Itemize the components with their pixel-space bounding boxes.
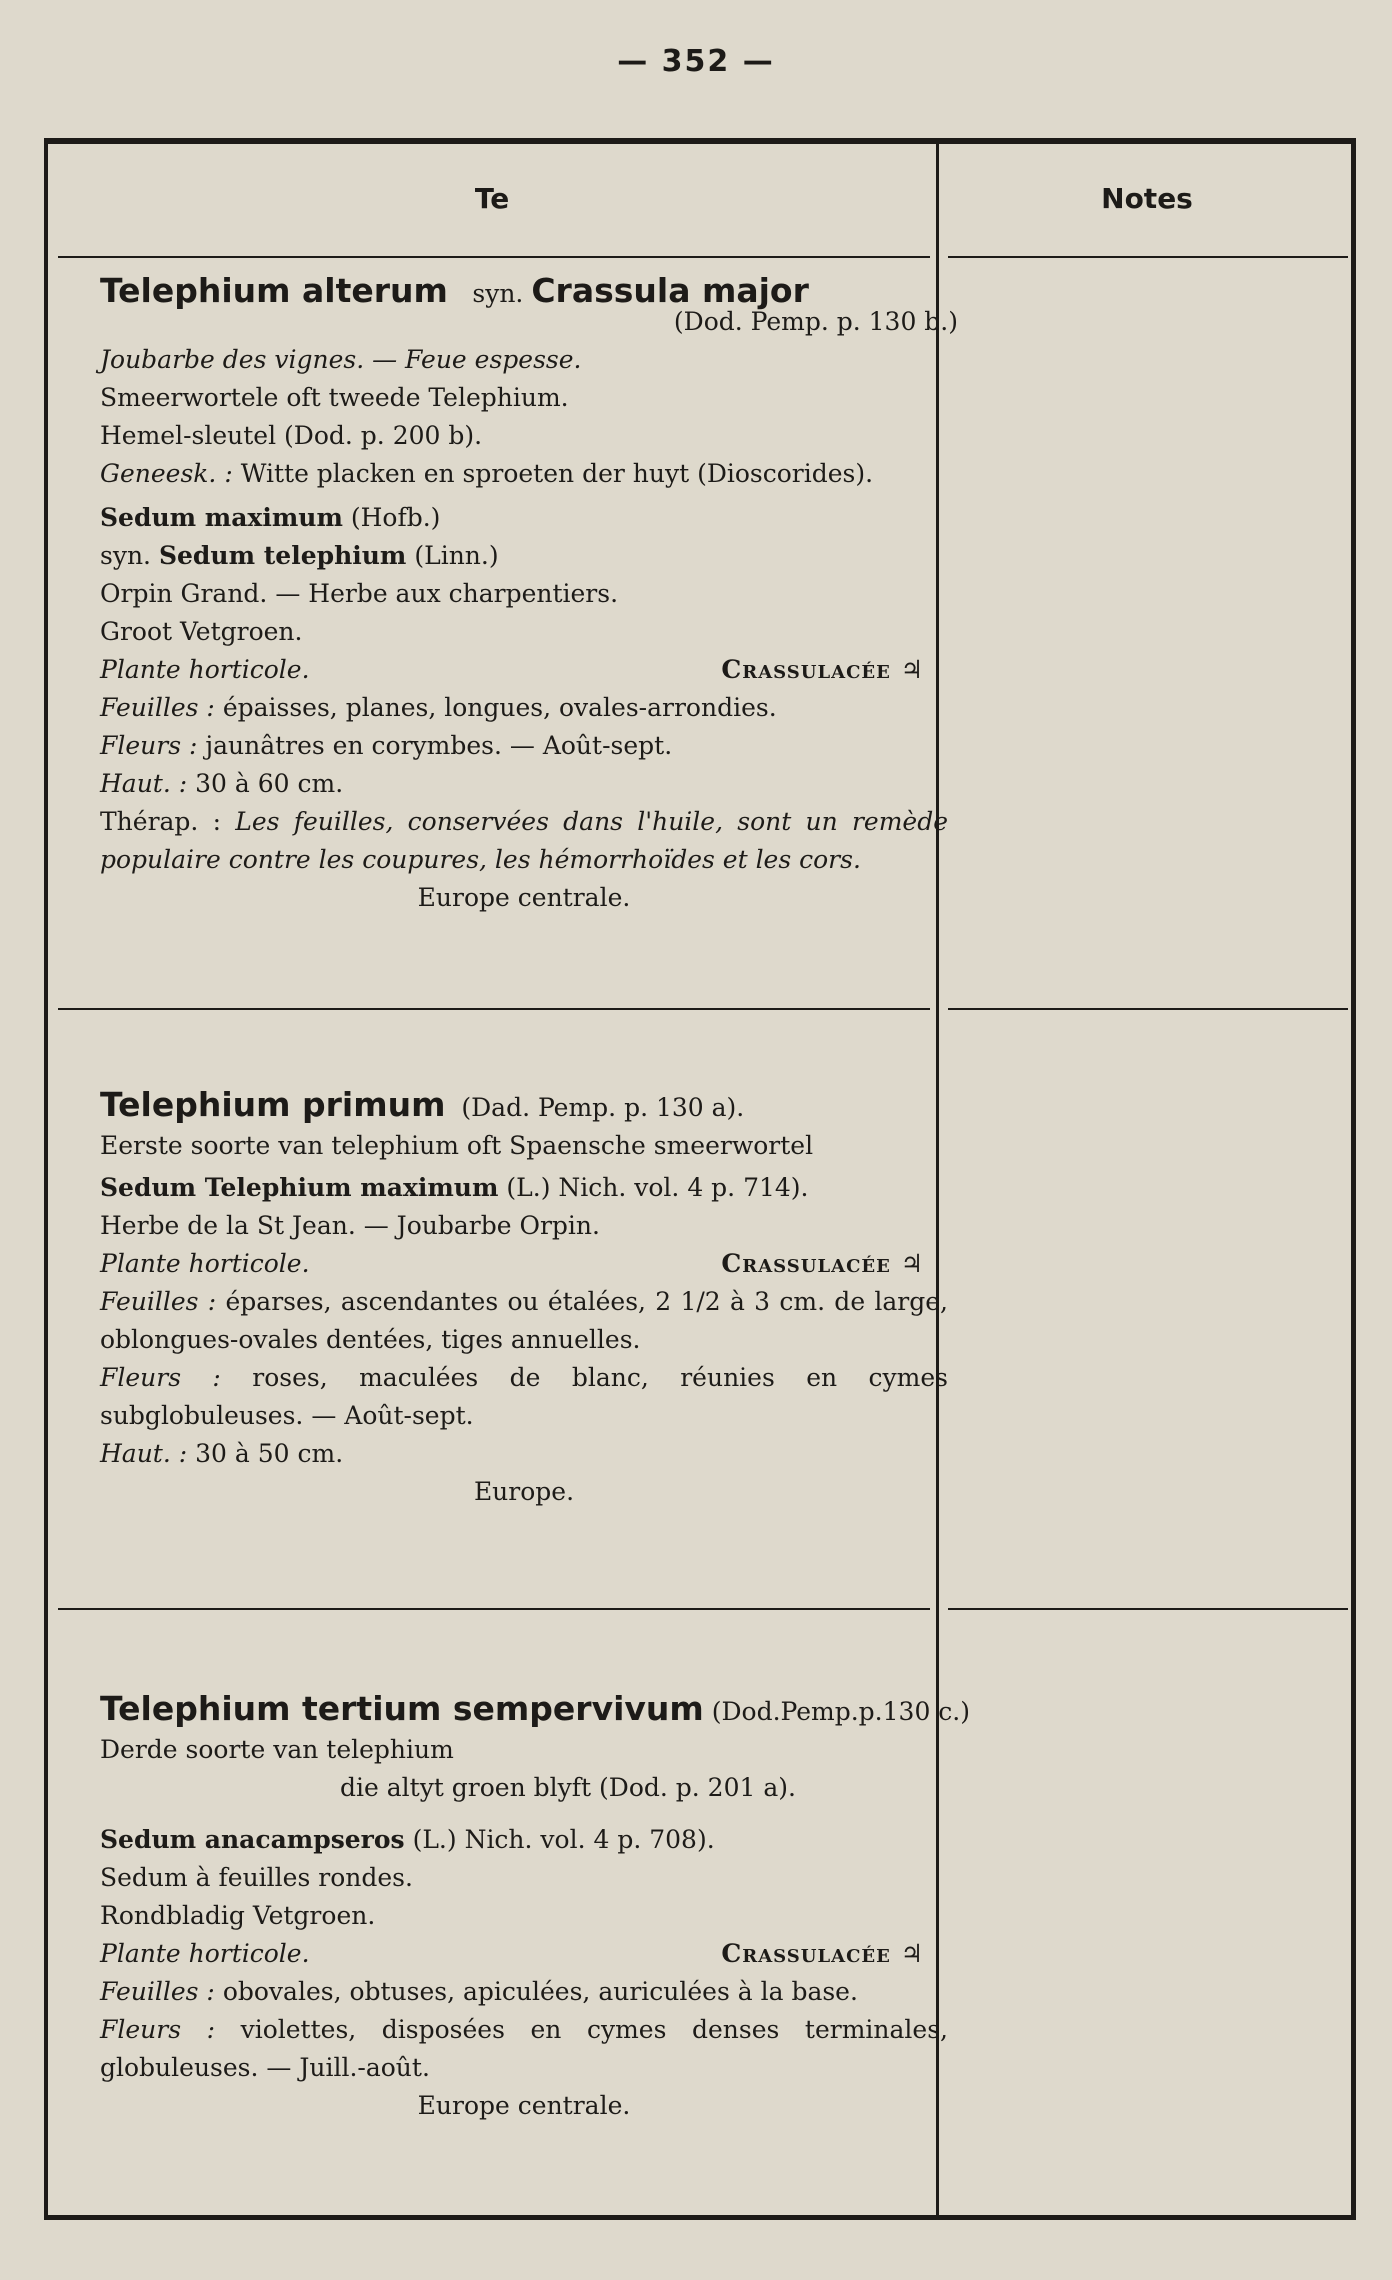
fleurs-text: jaunâtres en corymbes. — Août-sept. — [205, 731, 673, 760]
fleurs-label: Fleurs : — [100, 731, 198, 760]
entry-telephium-primum — [100, 1086, 964, 1511]
common-names-nl: Smeerwortele oft tweede Telephium. — [100, 383, 569, 412]
common-names-nl: Eerste soorte van telephium oft Spaensche smeerwortel — [100, 1131, 814, 1160]
syn-name: Crassula major — [531, 271, 809, 310]
header-rule-left — [58, 256, 930, 258]
plant-type: Plante horticole. — [100, 1249, 310, 1278]
common-names-fr: Joubarbe des vignes. — Feue espesse. — [100, 345, 582, 374]
entry-rule-left — [58, 1608, 930, 1610]
fleurs-label: Fleurs : — [100, 1363, 221, 1392]
sedum-author: (Hofb.) — [350, 503, 441, 532]
common-names-fr: Sedum à feuilles rondes. — [100, 1863, 413, 1892]
plant-type: Plante horticole. — [100, 655, 310, 684]
sedum-name: Sedum anacampseros — [100, 1825, 405, 1854]
feuilles-label: Feuilles : — [100, 1287, 217, 1316]
reference: (Dad. Pemp. p. 130 a). — [461, 1093, 745, 1122]
feuilles-text: obovales, obtuses, apiculées, auriculées à la base. — [222, 1977, 858, 2006]
reference: (Dod. Pemp. p. 130 b.) — [673, 307, 958, 336]
fleurs-text: roses, maculées de blanc, réunies en cymes subglobuleuses. — Août-sept. — [100, 1363, 948, 1430]
column-header-left: Te — [474, 182, 510, 215]
haut-label: Haut. : — [100, 769, 188, 798]
therap-text: Les feuilles, conservées dans l'huile, sont un remède populaire contre les coupures, les hémorrhoïdes et les cors. — [100, 807, 948, 874]
reference-line: Hemel-sleutel (Dod. p. 200 b). — [100, 421, 483, 450]
haut-text: 30 à 50 cm. — [195, 1439, 344, 1468]
entry-telephium-tertium — [100, 1689, 970, 2125]
syn-word: syn. — [472, 279, 524, 308]
reference: (Dod.Pemp.p.130 c.) — [711, 1697, 970, 1726]
family-name: Crassulacée ♃ — [721, 1939, 924, 1968]
page-number: — 352 — — [617, 44, 775, 79]
region: Europe centrale. — [417, 883, 631, 912]
syn-name: Sedum telephium — [158, 541, 407, 570]
column-header-notes: Notes — [1101, 182, 1193, 215]
region: Europe centrale. — [417, 2091, 631, 2120]
feuilles-label: Feuilles : — [100, 1977, 215, 2006]
entry-title: Telephium tertium sempervivum — [100, 1689, 704, 1728]
therap-label: Thérap. : — [100, 807, 222, 836]
family-name: Crassulacée ♃ — [721, 655, 924, 684]
haut-text: 30 à 60 cm. — [195, 769, 344, 798]
syn-word: syn. — [100, 541, 152, 570]
haut-label: Haut. : — [100, 1439, 188, 1468]
feuilles-text: éparses, ascendantes ou étalées, 2 1/2 à 3 cm. de large, oblongues-ovales dentées, tiges annuelles. — [100, 1287, 948, 1354]
geneesk-text: Witte placken en sproeten der huyt (Dioscorides). — [240, 459, 874, 488]
notes-table — [44, 138, 1356, 2220]
entry-rule-right — [948, 1608, 1348, 1610]
sedum-name: Sedum maximum — [100, 503, 343, 532]
common-names-fr: Herbe de la St Jean. — Joubarbe Orpin. — [100, 1211, 600, 1240]
fleurs-label: Fleurs : — [100, 2015, 216, 2044]
region: Europe. — [473, 1477, 575, 1506]
header-rule-right — [948, 256, 1348, 258]
sedum-author: (L.) Nich. vol. 4 p. 714). — [506, 1173, 809, 1202]
family-name: Crassulacée ♃ — [721, 1249, 924, 1278]
entry-telephium-alterum — [100, 272, 964, 917]
feuilles-label: Feuilles : — [100, 693, 215, 722]
sedum-name: Sedum Telephium maximum — [100, 1173, 499, 1202]
fleurs-text: violettes, disposées en cymes denses terminales, globuleuses. — Juill.-août. — [100, 2015, 948, 2082]
common-names-nl: Derde soorte van telephium — [100, 1735, 454, 1764]
plant-type: Plante horticole. — [100, 1939, 310, 1968]
syn-author: (Linn.) — [414, 541, 499, 570]
entry-rule-right — [948, 1008, 1348, 1010]
common-names-nl: Rondbladig Vetgroen. — [100, 1901, 376, 1930]
entry-title: Telephium primum — [100, 1085, 446, 1124]
feuilles-text: épaisses, planes, longues, ovales-arrondies. — [222, 693, 777, 722]
common-names-nl-cont: die altyt groen blyft (Dod. p. 201 a). — [340, 1773, 796, 1802]
common-names-fr: Orpin Grand. — Herbe aux charpentiers. — [100, 579, 619, 608]
geneesk-label: Geneesk. : — [100, 459, 233, 488]
entry-title: Telephium alterum — [100, 271, 448, 310]
common-names-nl: Groot Vetgroen. — [100, 617, 303, 646]
entry-rule-left — [58, 1008, 930, 1010]
sedum-author: (L.) Nich. vol. 4 p. 708). — [412, 1825, 715, 1854]
